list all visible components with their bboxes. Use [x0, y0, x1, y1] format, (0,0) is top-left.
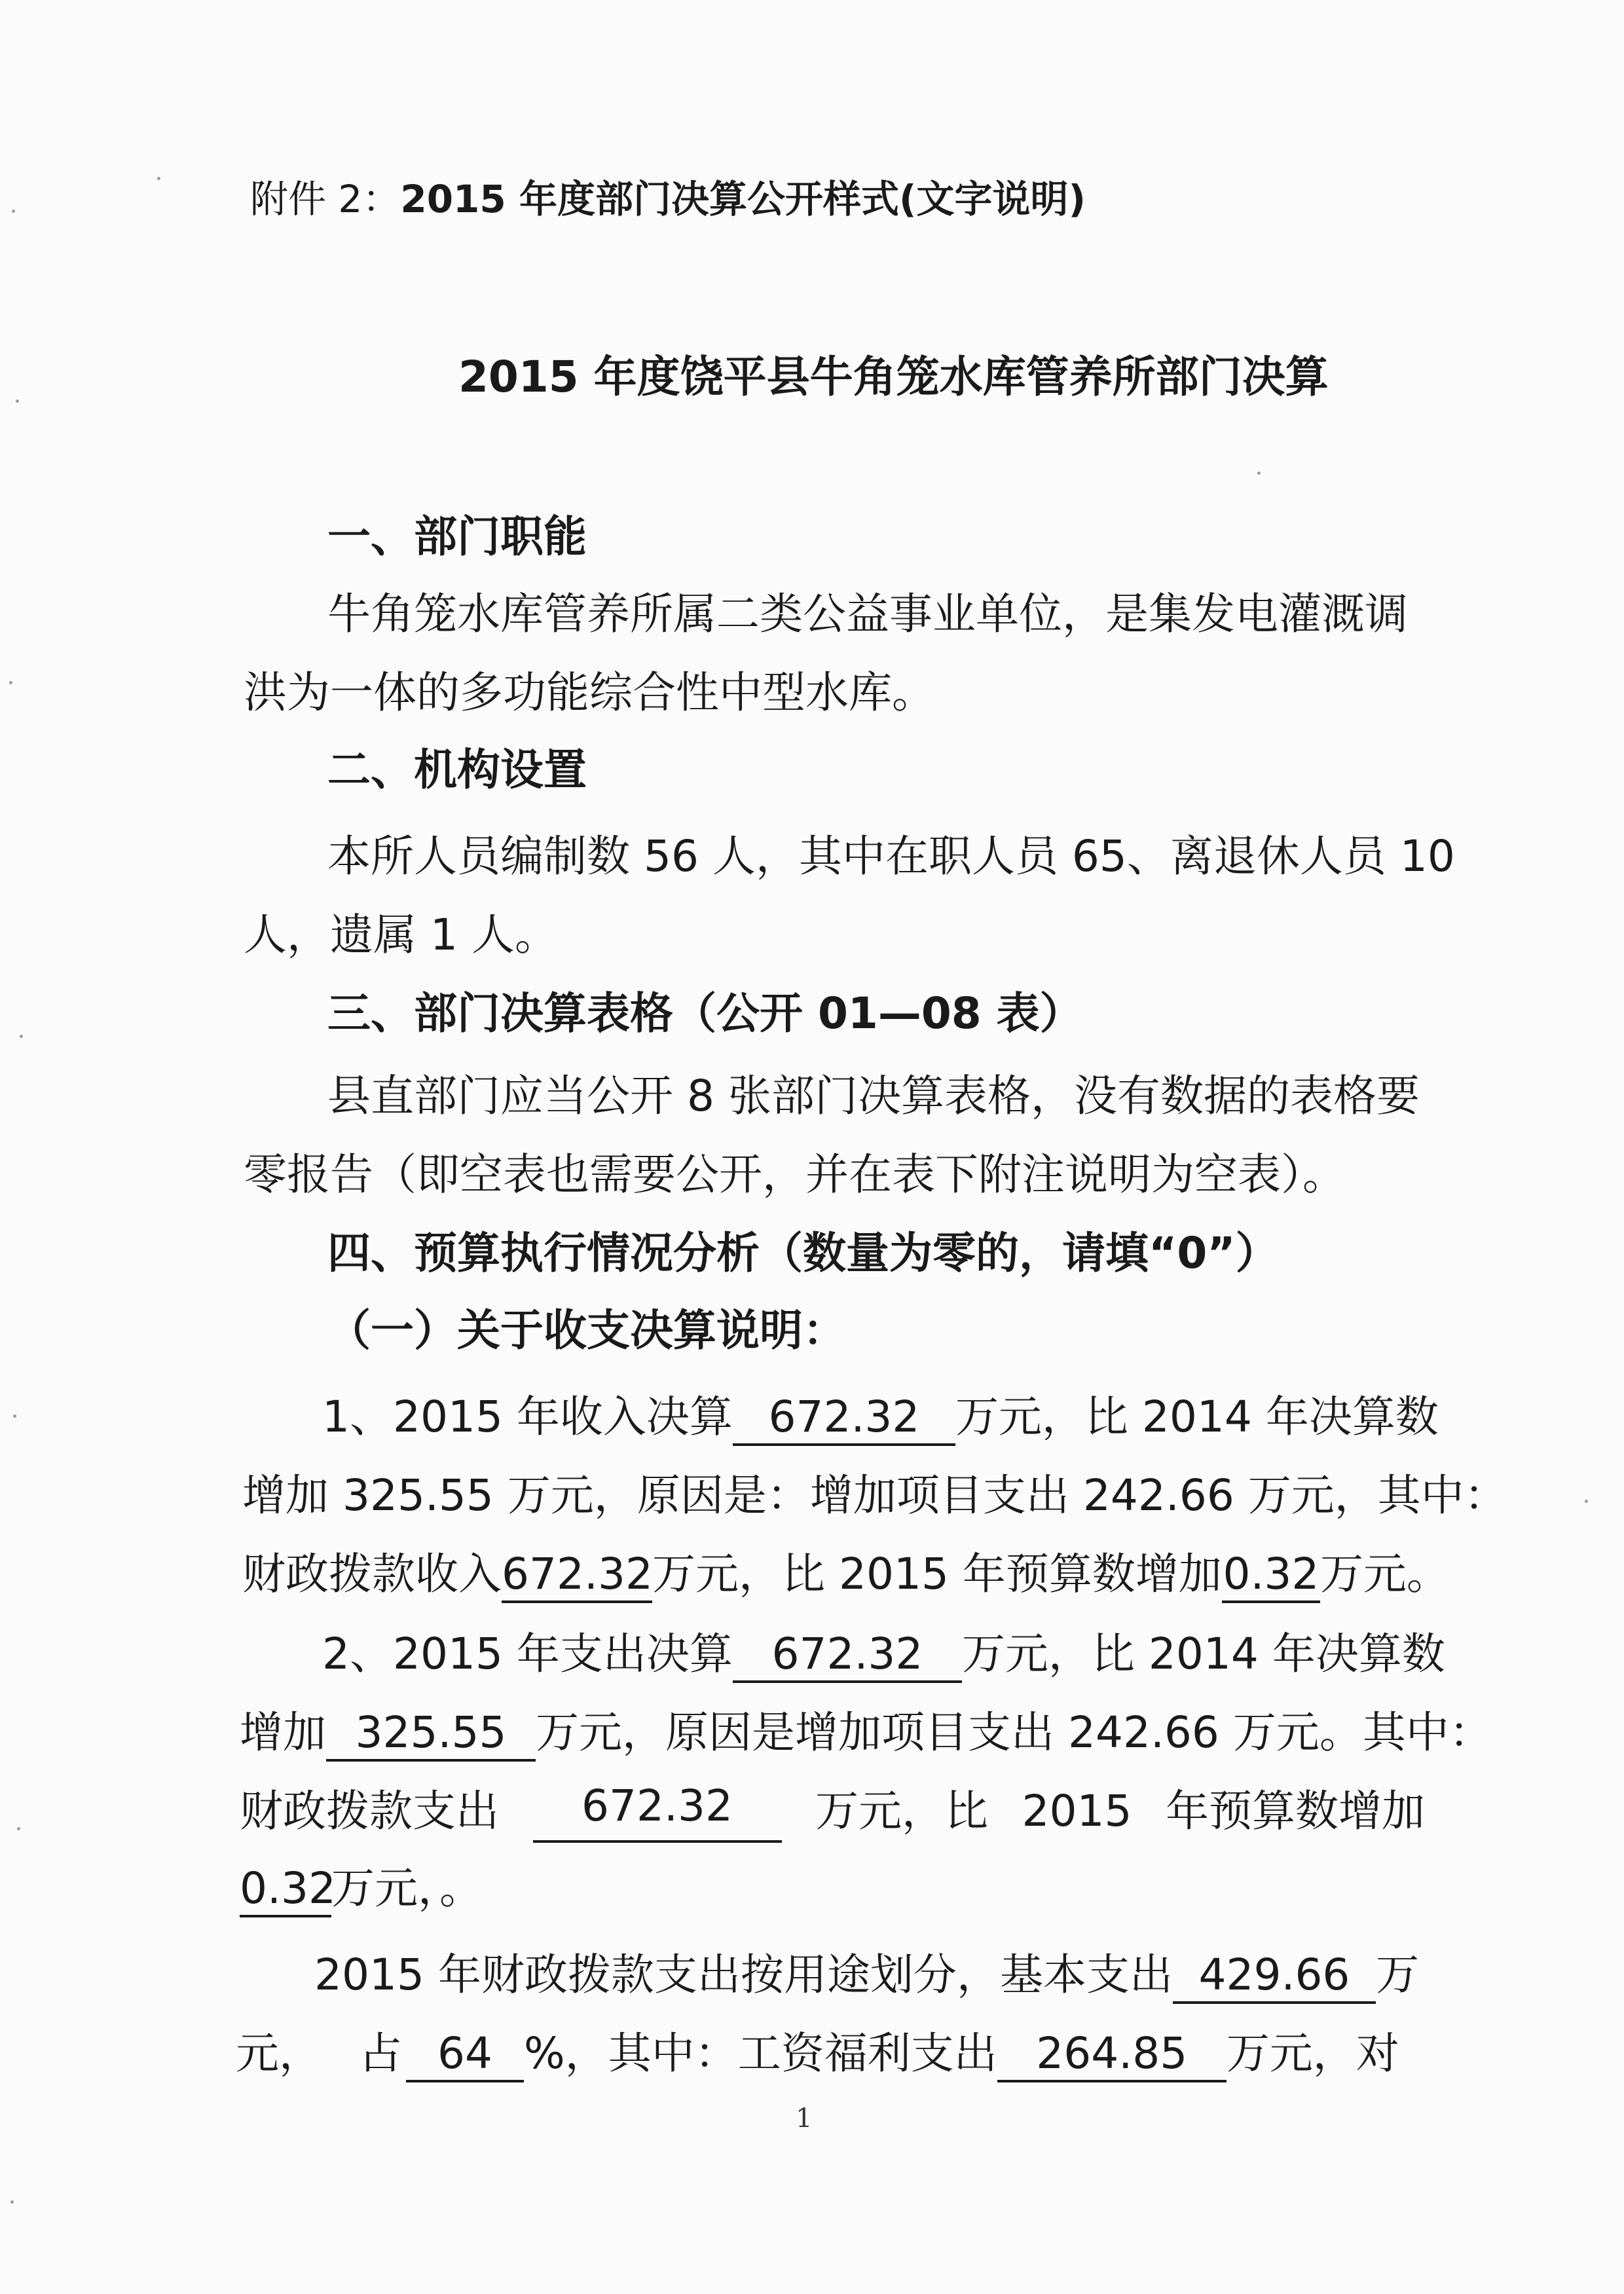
usage-line-2: 元， 占 64 %，其中：工资福利支出 264.85 万元，对: [236, 2022, 1399, 2085]
section-3-heading: 三、部门决算表格（公开 01—08 表）: [327, 988, 1083, 1039]
section-1-line-1: 牛角笼水库管养所属二类公益事业单位，是集发电灌溉调: [327, 589, 1408, 639]
document-title: 2015 年度饶平县牛角笼水库管养所部门决算: [458, 352, 1329, 402]
scan-speck: [157, 177, 160, 180]
scan-speck: [13, 1415, 16, 1418]
expense-increase-field: 325.55: [326, 1707, 536, 1762]
section-2-heading: 二、机构设置: [327, 745, 587, 795]
expense-line-3: 财政拨款支出 672.32 万元，比 2015 年预算数增加: [240, 1780, 1425, 1843]
section-3-line-1: 县直部门应当公开 8 张部门决算表格，没有数据的表格要: [327, 1071, 1420, 1121]
income-line-3: 财政拨款收入672.32万元，比 2015 年预算数增加0.32万元。: [242, 1543, 1450, 1606]
section-1-heading: 一、部门职能: [327, 511, 587, 562]
income-increase-field: 0.32: [1222, 1548, 1320, 1603]
attachment-title: 2015 年度部门决算公开样式(文字说明): [400, 177, 1086, 221]
section-4-subheading: （一）关于收支决算说明：: [327, 1305, 846, 1356]
income-total-field: 672.32: [733, 1391, 955, 1446]
scan-speck: [12, 210, 15, 213]
expense-total-field: 672.32: [733, 1628, 962, 1683]
expense-line-4: 0.32万元，。: [240, 1857, 483, 1920]
scan-speck: [20, 1035, 23, 1038]
expense-line-2: 增加 325.55 万元，原因是增加项目支出 242.66 万元。其中：: [240, 1701, 1492, 1764]
scan-speck: [10, 2200, 14, 2204]
scan-speck: [1257, 472, 1261, 475]
scan-speck: [16, 399, 19, 403]
section-3-line-2: 零报告（即空表也需要公开，并在表下附注说明为空表）。: [244, 1149, 1346, 1200]
expense-budget-increase-field: 0.32: [240, 1862, 331, 1917]
expense-fiscal-field: 672.32: [533, 1780, 782, 1843]
salary-expense-field: 264.85: [997, 2027, 1227, 2082]
page-number: 1: [796, 2103, 813, 2134]
attachment-header: [250, 168, 1086, 231]
basic-expense-field: 429.66: [1173, 1949, 1376, 2004]
section-2-line-1: 本所人员编制数 56 人，其中在职人员 65、离退休人员 10: [327, 831, 1455, 881]
attachment-label: 附件 2：: [250, 177, 401, 221]
scan-speck: [9, 681, 12, 684]
income-line-1: 1、2015 年收入决算 672.32 万元，比 2014 年决算数: [322, 1386, 1439, 1449]
section-1-line-2: 洪为一体的多功能综合性中型水库。: [244, 667, 935, 718]
scan-speck: [1585, 1500, 1588, 1503]
basic-percent-field: 64: [406, 2027, 524, 2082]
section-4-heading: 四、预算执行情况分析（数量为零的，请填“0”）: [327, 1228, 1279, 1278]
scan-speck: [17, 1827, 20, 1830]
expense-line-1: 2、2015 年支出决算 672.32 万元，比 2014 年决算数: [322, 1623, 1445, 1686]
section-2-line-2: 人，遗属 1 人。: [244, 910, 558, 960]
income-fiscal-field: 672.32: [502, 1548, 652, 1603]
usage-line-1: 2015 年财政拨款支出按用途划分，基本支出 429.66 万: [314, 1944, 1419, 2007]
income-line-2: 增加 325.55 万元，原因是：增加项目支出 242.66 万元，其中：: [242, 1470, 1507, 1521]
